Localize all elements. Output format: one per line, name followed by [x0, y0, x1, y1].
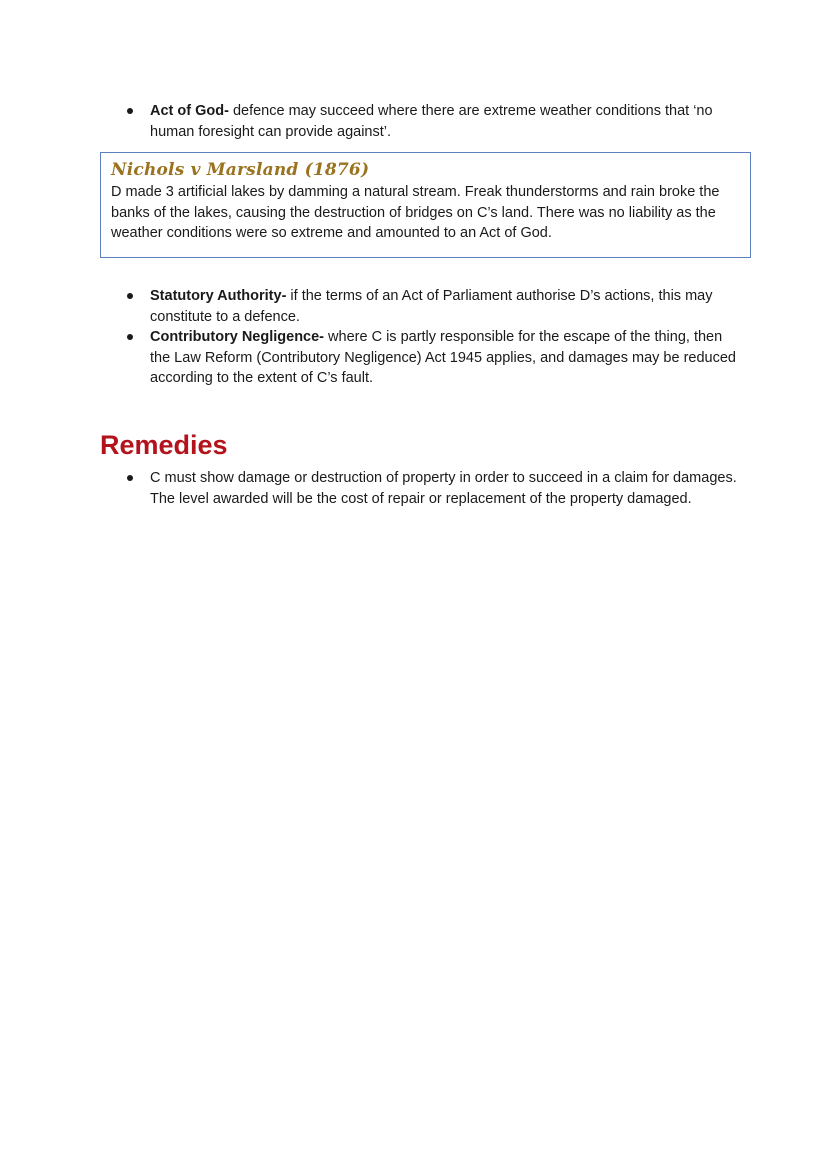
case-description: D made 3 artificial lakes by damming a natural stream. Freak thunderstorms and rain broke the banks of the lakes, causing the destruction of bridges on C’s land. There was no liability as the weather conditions were so extreme and amounted to an Act of God. [111, 184, 720, 241]
remedies-list [150, 468, 740, 509]
defence-description: if the terms of an Act of Parliament authorise D’s actions, this may constitute to a defence. [150, 288, 713, 325]
bullet-icon [127, 475, 133, 481]
bullet-icon [127, 108, 133, 114]
list-item [150, 468, 740, 509]
case-box [100, 152, 751, 258]
defence-term: Statutory Authority- [150, 288, 287, 304]
defences-list [150, 286, 740, 389]
list-item [150, 286, 740, 327]
bullet-icon [127, 334, 133, 340]
case-title: Nichols v Marsland (1876) [111, 160, 370, 180]
act-of-god-list [150, 101, 740, 142]
defence-description: defence may succeed where there are extreme weather conditions that ‘no human foresight can provide against’. [150, 103, 713, 140]
bullet-icon [127, 293, 133, 299]
defence-term: Contributory Negligence- [150, 329, 325, 345]
remedy-description: C must show damage or destruction of property in order to succeed in a claim for damages. The level awarded will be the cost of repair or replacement of the property damaged. [150, 470, 737, 507]
defence-description: where C is partly responsible for the escape of the thing, then the Law Reform (Contributory Negligence) Act 1945 applies, and damages may be reduced according to the extent of C’s fault. [150, 329, 736, 386]
defence-term: Act of God- [150, 103, 229, 119]
list-item [150, 101, 740, 142]
list-item [150, 327, 740, 389]
section-heading-remedies: Remedies [100, 430, 228, 460]
